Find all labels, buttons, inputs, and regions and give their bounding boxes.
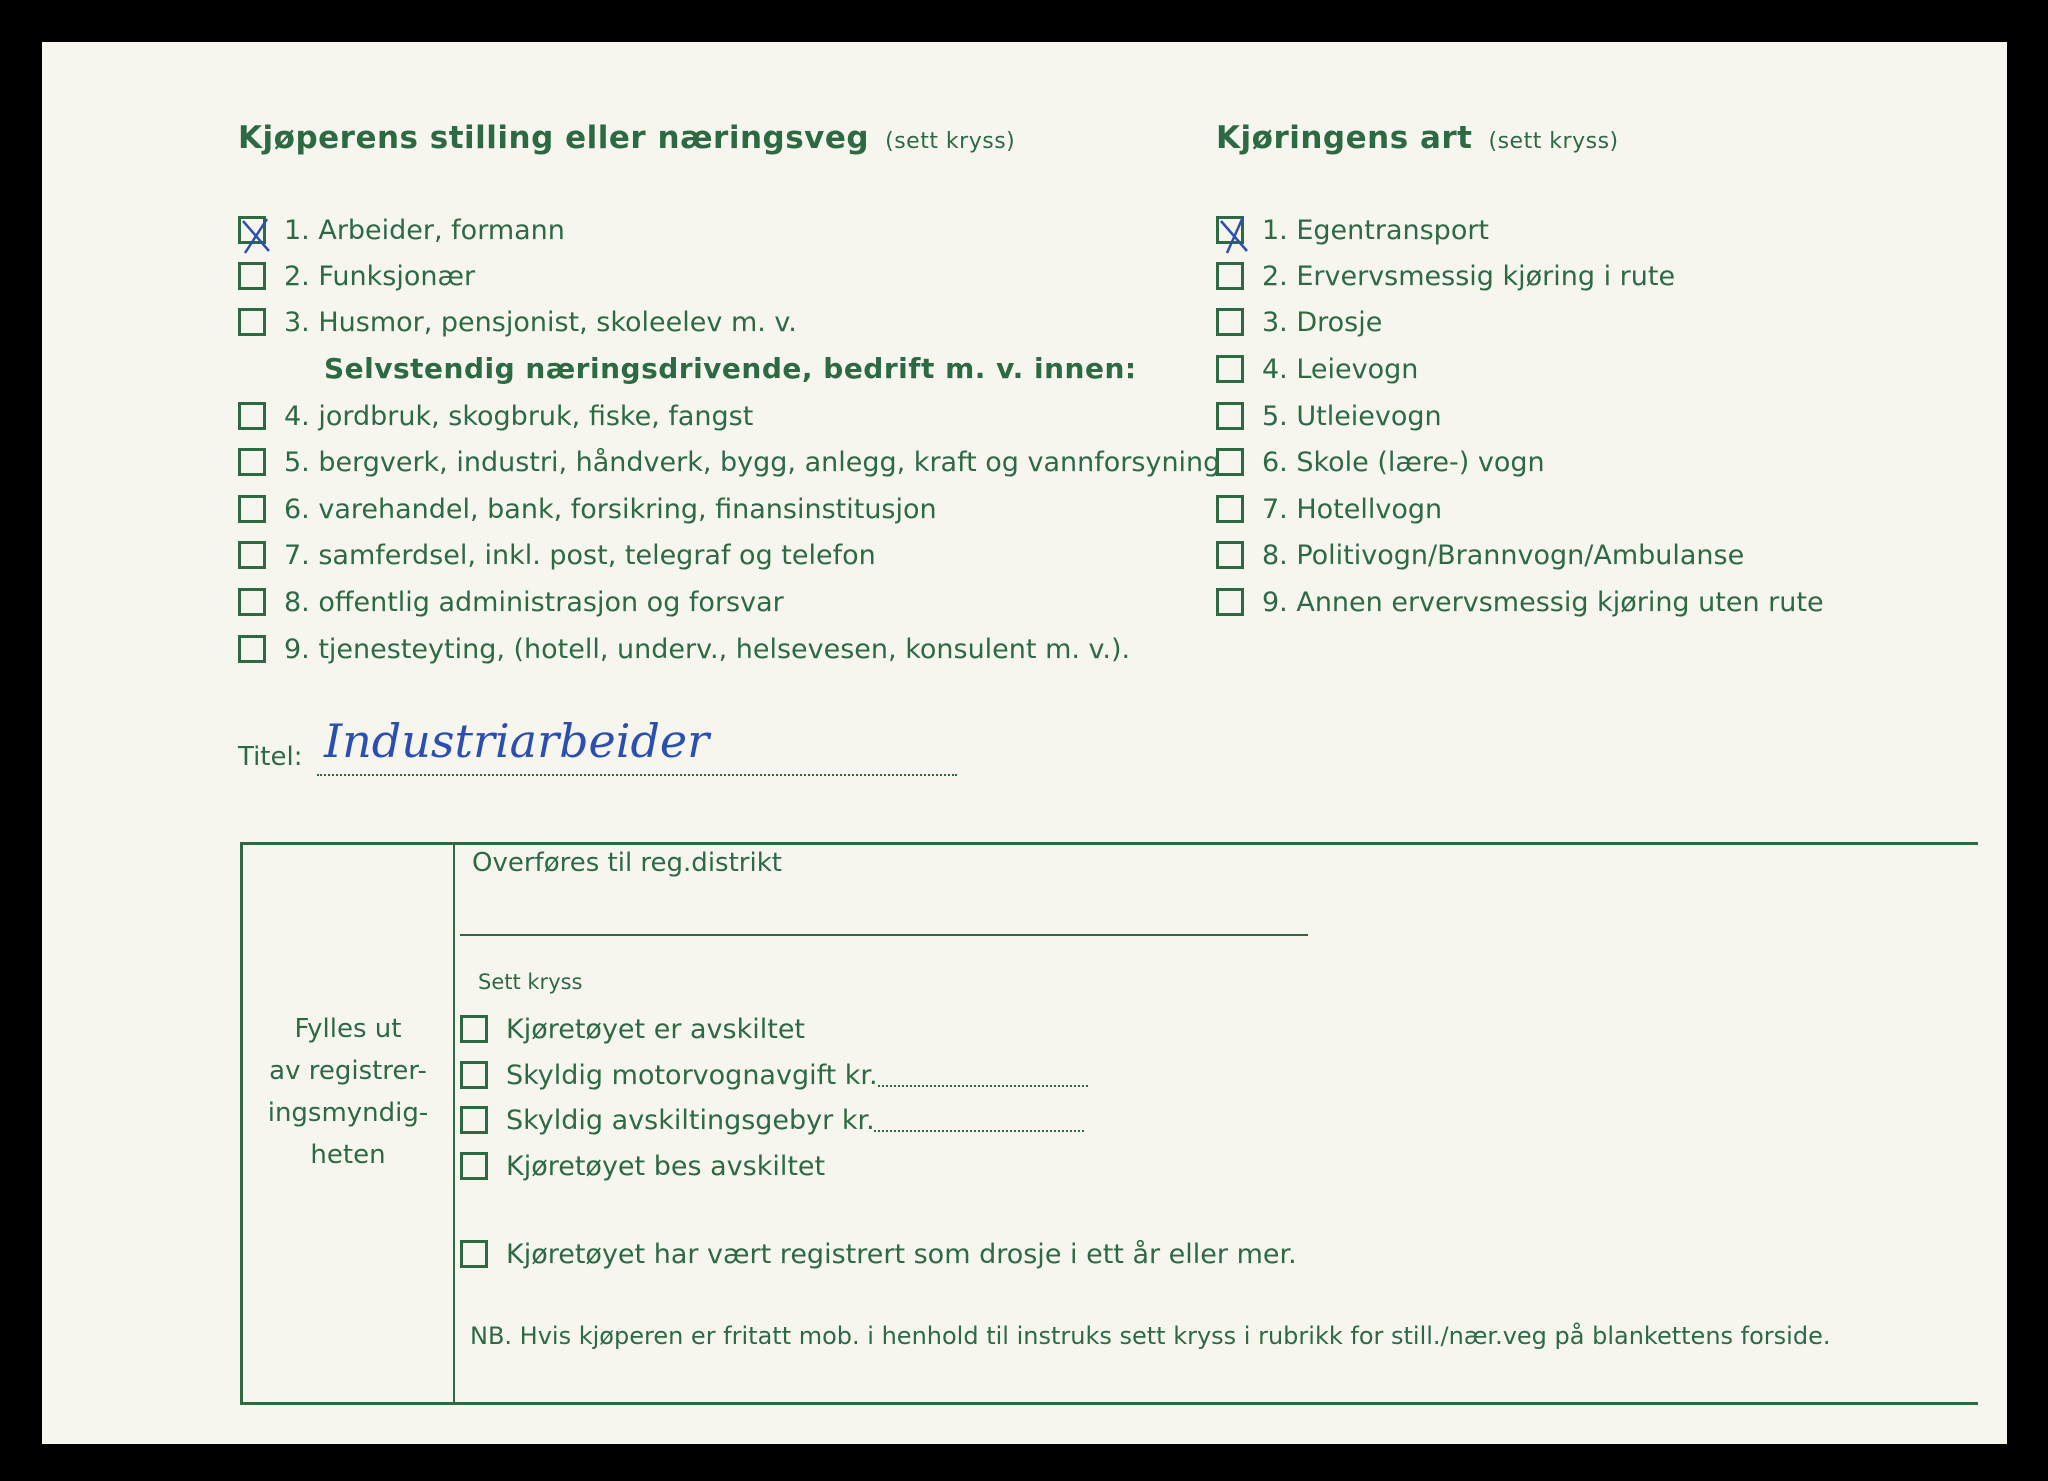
registry-side-label: Fylles ut av registrer- ingsmyndig- heten — [267, 1014, 429, 1170]
checkbox-registry-drosje[interactable] — [460, 1240, 488, 1268]
checkbox-right-8[interactable] — [1216, 541, 1244, 569]
right-option-9[interactable] — [1216, 582, 1824, 622]
registry-top-border — [240, 842, 1978, 845]
left-option-5[interactable] — [238, 442, 1220, 482]
registry-option-4[interactable] — [460, 1146, 825, 1186]
right-option-7[interactable] — [1216, 489, 1442, 529]
checkbox-right-3[interactable] — [1216, 308, 1244, 336]
right-option-1-label: 1. Egentransport — [1262, 214, 1490, 246]
registry-drosje-option[interactable] — [460, 1234, 1297, 1274]
registry-option-3[interactable] — [460, 1100, 875, 1140]
self-employed-subheading: Selvstendig næringsdrivende, bedrift m. v. innen: — [324, 352, 1137, 385]
right-option-1[interactable] — [1216, 210, 1489, 250]
checkbox-right-2[interactable] — [1216, 262, 1244, 290]
checkbox-left-4[interactable] — [238, 402, 266, 430]
left-option-8[interactable] — [238, 582, 784, 622]
form-sheet — [42, 42, 2007, 1444]
x-mark-icon — [1213, 211, 1253, 255]
transfer-line[interactable] — [460, 934, 1308, 936]
checkbox-registry-2[interactable] — [460, 1061, 488, 1089]
avskiltingsgebyr-amount-line[interactable] — [874, 1130, 1084, 1132]
left-option-2-label: 2. Funksjonær — [284, 260, 476, 292]
left-option-6-label: 6. varehandel, bank, forsikring, finansinstitusjon — [284, 493, 937, 525]
checkbox-left-1[interactable] — [238, 216, 266, 244]
checkbox-left-6[interactable] — [238, 495, 266, 523]
registry-bottom-border — [240, 1402, 1978, 1405]
right-option-6[interactable] — [1216, 442, 1545, 482]
checkbox-registry-1[interactable] — [460, 1015, 488, 1043]
right-option-3[interactable] — [1216, 302, 1382, 342]
right-heading-note: (sett kryss) — [1488, 129, 1619, 154]
right-option-7-label: 7. Hotellvogn — [1262, 493, 1443, 525]
left-heading-text: Kjøperens stilling eller næringsveg — [238, 120, 870, 156]
registry-option-1[interactable] — [460, 1009, 805, 1049]
left-option-2[interactable] — [238, 256, 475, 296]
title-value[interactable]: Industriarbeider — [324, 714, 710, 768]
registry-option-1-label: Kjøretøyet er avskiltet — [506, 1013, 806, 1045]
right-heading-text: Kjøringens art — [1216, 120, 1473, 156]
checkbox-right-7[interactable] — [1216, 495, 1244, 523]
left-heading — [238, 120, 1015, 156]
checkbox-right-5[interactable] — [1216, 402, 1244, 430]
right-option-5-label: 5. Utleievogn — [1262, 400, 1442, 432]
checkbox-left-5[interactable] — [238, 448, 266, 476]
right-heading — [1216, 120, 1619, 156]
checkbox-left-2[interactable] — [238, 262, 266, 290]
left-option-9-label: 9. tjenesteyting, (hotell, underv., helsevesen, konsulent m. v.). — [284, 633, 1131, 665]
left-option-5-label: 5. bergverk, industri, håndverk, bygg, anlegg, kraft og vannforsyning — [284, 446, 1221, 478]
sett-kryss-label: Sett kryss — [478, 970, 583, 994]
right-option-8[interactable] — [1216, 535, 1744, 575]
left-option-1[interactable] — [238, 210, 565, 250]
right-option-8-label: 8. Politivogn/Brannvogn/Ambulanse — [1262, 539, 1745, 571]
checkbox-right-6[interactable] — [1216, 448, 1244, 476]
left-option-7[interactable] — [238, 535, 876, 575]
left-option-3[interactable] — [238, 302, 797, 342]
right-option-9-label: 9. Annen ervervsmessig kjøring uten rute — [1262, 586, 1824, 618]
left-option-6[interactable] — [238, 489, 937, 529]
checkbox-left-3[interactable] — [238, 308, 266, 336]
registry-option-2[interactable] — [460, 1055, 878, 1095]
title-label: Titel: — [238, 742, 303, 772]
motorvognavgift-amount-line[interactable] — [878, 1085, 1088, 1087]
checkbox-left-7[interactable] — [238, 541, 266, 569]
nb-note: NB. Hvis kjøperen er fritatt mob. i henhold til instruks sett kryss i rubrikk for still./nær.veg på blankettens forside. — [470, 1322, 1831, 1350]
right-option-6-label: 6. Skole (lære-) vogn — [1262, 446, 1545, 478]
left-option-4-label: 4. jordbruk, skogbruk, fiske, fangst — [284, 400, 754, 432]
right-option-2-label: 2. Ervervsmessig kjøring i rute — [1262, 260, 1676, 292]
transfer-label: Overføres til reg.distrikt — [472, 848, 782, 878]
title-dotted-line — [317, 774, 957, 776]
left-option-3-label: 3. Husmor, pensjonist, skoleelev m. v. — [284, 306, 797, 338]
left-option-1-label: 1. Arbeider, formann — [284, 214, 565, 246]
left-heading-note: (sett kryss) — [885, 129, 1016, 154]
checkbox-right-9[interactable] — [1216, 588, 1244, 616]
right-option-3-label: 3. Drosje — [1262, 306, 1383, 338]
left-option-4[interactable] — [238, 396, 753, 436]
registry-option-2-label: Skyldig motorvognavgift kr. — [506, 1059, 878, 1091]
right-option-5[interactable] — [1216, 396, 1442, 436]
left-option-7-label: 7. samferdsel, inkl. post, telegraf og telefon — [284, 539, 876, 571]
right-option-4-label: 4. Leievogn — [1262, 353, 1419, 385]
registry-option-3-label: Skyldig avskiltingsgebyr kr. — [506, 1104, 875, 1136]
registry-drosje-label: Kjøretøyet har vært registrert som drosje i ett år eller mer. — [506, 1238, 1297, 1270]
left-option-8-label: 8. offentlig administrasjon og forsvar — [284, 586, 784, 618]
checkbox-left-8[interactable] — [238, 588, 266, 616]
right-option-4[interactable] — [1216, 349, 1418, 389]
right-option-2[interactable] — [1216, 256, 1675, 296]
checkbox-registry-3[interactable] — [460, 1106, 488, 1134]
checkbox-registry-4[interactable] — [460, 1152, 488, 1180]
checkbox-right-1[interactable] — [1216, 216, 1244, 244]
left-option-9[interactable] — [238, 629, 1130, 669]
checkbox-left-9[interactable] — [238, 635, 266, 663]
checkbox-right-4[interactable] — [1216, 355, 1244, 383]
x-mark-icon — [235, 211, 275, 255]
registry-option-4-label: Kjøretøyet bes avskiltet — [506, 1150, 826, 1182]
